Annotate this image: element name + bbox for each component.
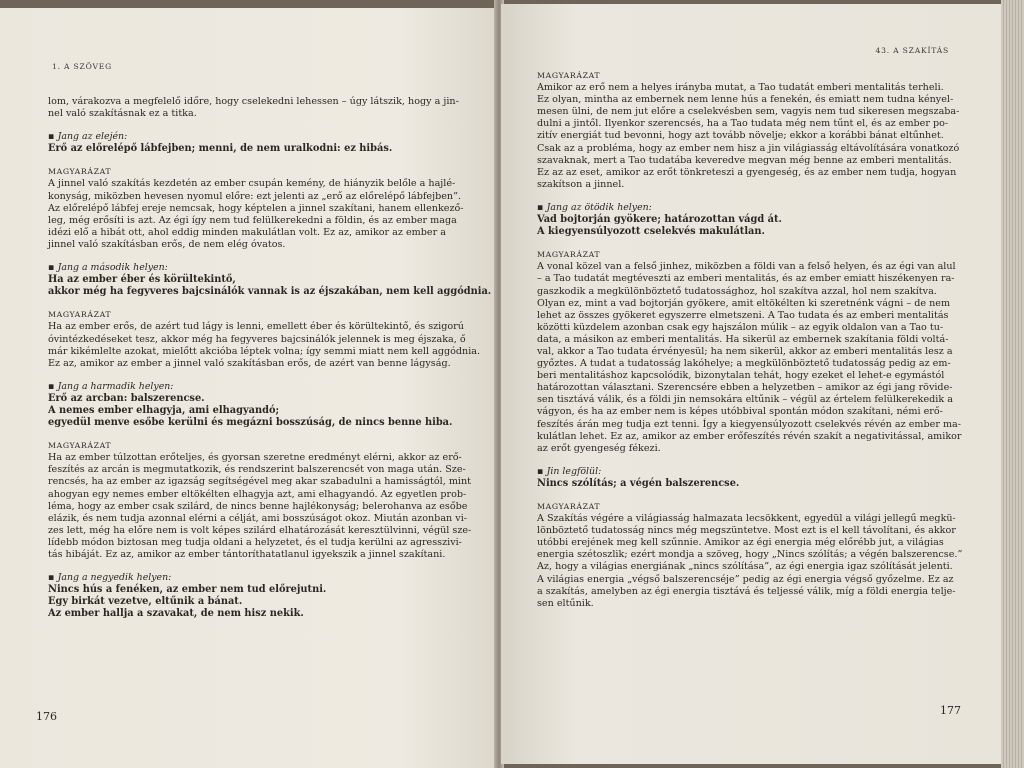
page-number: 177 bbox=[940, 704, 961, 717]
text-line: feszítés árán meg tudja ezt tenni. Így a kiegyensúlyozott cselekvés révén az ember ma- bbox=[537, 418, 962, 430]
text-line: elázik, és nem tudja azonnal elérni a célját, ami bosszúságot okoz. Miután azonban vi- bbox=[48, 512, 468, 524]
text-line: gaszkodik a megkülönböztető tudatossághoz, hol szakítva azzal, hol nem szakítva. bbox=[537, 285, 937, 297]
running-head: 43. A SZAKÍTÁS bbox=[875, 46, 949, 55]
text-line: lehet az összes gyökeret egyszerre elmetszeni. A Tao tudata és az emberi mentalitás bbox=[537, 309, 949, 321]
bullet-icon: ▪ bbox=[48, 572, 58, 584]
right-page bbox=[501, 4, 1001, 764]
text-line: utóbbi erejének meg kell szűnnie. Amikor az égi energia még előrébb jut, a világias bbox=[537, 537, 944, 549]
text-block bbox=[48, 96, 459, 120]
line-heading-row bbox=[48, 572, 448, 584]
text-line: léma, hogy az ember csak szilárd, de nincs benne hajlékonyság; belerohanva az esőbe bbox=[48, 500, 468, 512]
text-line: mesen ülni, de nem jut előre a cselekvésben sem, vagyis nem tud sikeresen megszaba- bbox=[537, 106, 960, 118]
line-heading: Jang a második helyen: bbox=[57, 262, 168, 274]
left-page-text bbox=[48, 96, 492, 631]
line-text: Egy birkát vezetve, eltűnik a bánat. bbox=[48, 596, 243, 608]
bullet-icon: ▪ bbox=[537, 201, 547, 213]
line-heading: Jang az ötödik helyen: bbox=[546, 201, 652, 213]
line-text-block bbox=[48, 380, 453, 429]
line-text: A nemes ember elhagyja, ami elhagyandó; bbox=[48, 404, 280, 416]
line-text: Erő az arcban: balszerencse. bbox=[48, 392, 205, 404]
commentary-block bbox=[48, 166, 464, 251]
line-text: egyedül menve esőbe kerülni és megázni bosszúság, de nincs benne hiba. bbox=[48, 417, 453, 429]
text-line: leg, még erősíti is azt. Az égi így nem tud felülkerekedni a földin, és az ember maga bbox=[48, 214, 457, 226]
running-head: 1. A SZÖVEG bbox=[52, 62, 113, 71]
text-line: közötti küzdelem azonban csak egy hajszálon múlik – az egyik oldalon van a Tao tu- bbox=[537, 321, 944, 333]
text-line: jinnel való szakításban erős, de nem elég óvatos. bbox=[48, 238, 286, 250]
line-heading-row bbox=[48, 381, 448, 393]
commentary-label: MAGYARÁZAT bbox=[537, 250, 601, 260]
line-text: Nincs hús a fenéken, az ember nem tud előrejutni. bbox=[48, 584, 327, 596]
commentary-block bbox=[48, 440, 472, 561]
bullet-icon: ▪ bbox=[537, 465, 547, 477]
line-text-block bbox=[48, 572, 448, 620]
text-line: rencsés, ha az ember az igazság segítségével meg akar szabadulni a hamisságtól, mint bbox=[48, 476, 472, 488]
commentary-label: MAGYARÁZAT bbox=[537, 502, 601, 511]
text-line: Ez az, amikor az ember a jinnel való szakításban erős, de azért van benne lágyság. bbox=[48, 357, 451, 369]
line-text-block bbox=[537, 466, 955, 490]
text-line: sen tisztává válik, és a földi jin nemsokára eltűnik – végül az értelem felülkerekedik a bbox=[537, 394, 953, 406]
page-edges bbox=[1001, 0, 1024, 768]
line-text: Vad bojtorján gyökere; határozottan vágd át. bbox=[537, 214, 782, 226]
text-line: kulátlan lehet. Ez az, amikor az ember erőfeszítés révén szakít a negativitással, amikor bbox=[537, 430, 962, 442]
text-line: A világias energia „végső balszerencséje” pedig az égi energia végső győzelme. Ez az bbox=[537, 573, 954, 585]
text-line: győztes. A tudat a tudatosság lakóhelye; a megkülönböztető tudatosság pedig az em- bbox=[537, 358, 951, 370]
text-line: idézi elő a hibát ott, ahol eddig minden makulátlan volt. Ez az, amikor az ember a bbox=[48, 226, 446, 238]
text-line: lönböztető tudatosság nincs még megszüntetve. Most ezt is el kell távolítani, és akkor bbox=[537, 525, 956, 537]
text-line: Az előrelépő lábfej ereje nemcsak, hogy képtelen a jinnel szakítani, hanem ellenkező- bbox=[48, 202, 464, 214]
text-line: sen eltűnik. bbox=[537, 597, 594, 609]
text-line: zes lett, még ha előre nem is volt képes szilárd elhatározását keresztülvinni, végül sze- bbox=[48, 524, 472, 536]
text-line: az erőt gyengeség fékezi. bbox=[537, 442, 661, 454]
line-text: Erő az előrelépő lábfejben; menni, de nem uralkodni: ez hibás. bbox=[48, 143, 393, 155]
commentary-label: MAGYARÁZAT bbox=[48, 441, 112, 451]
text-line: dulni a jintől. Ilyenkor szerencsés, ha a Tao tudata még nem tűnt el, és az ember po- bbox=[537, 118, 949, 130]
text-line: Ez az az eset, amikor az erőt tönkreteszi a gyengeség, és az ember nem tudja, hogyan bbox=[537, 166, 957, 178]
line-text: A kiegyensúlyozott cselekvés makulátlan. bbox=[537, 226, 765, 238]
text-line: feszítés az arcán is megmutatkozik, és rendszerint balszerencsét von maga után. Sze- bbox=[48, 464, 466, 476]
text-line: ahogyan egy nemes ember eltökélten elhagyja azt, ami elhagyandó. Az egyetlen prob- bbox=[48, 488, 467, 500]
line-heading: Jang a harmadik helyen: bbox=[57, 380, 174, 392]
text-line: vágyon, és ha az ember nem is képes utóbbival spontán módon szakítani, némi erő- bbox=[537, 406, 943, 418]
text-line: szavaknak, mert a Tao tudatába keveredve megvan még benne az emberi mentalitás. bbox=[537, 154, 952, 166]
text-line: tás hibáját. Ez az, amikor az ember tántoríthatatlanul igyekszik a jinnel szakítani. bbox=[48, 549, 446, 560]
text-line: val, akkor a Tao tudata érvényesül; ha nem sikerül, akkor az emberi mentalitás lesz a bbox=[537, 345, 953, 357]
text-line: nel való szakításnak ez a titka. bbox=[48, 108, 197, 120]
line-heading-row bbox=[48, 131, 448, 143]
text-line: data, a másikon az emberi mentalitás. Ha sikerül az embernek szakítania földi voltá- bbox=[537, 333, 949, 345]
line-heading: Jang az elején: bbox=[57, 131, 128, 143]
text-line: A jinnel való szakítás kezdetén az ember csupán kemény, de hiányzik belőle a hajlé- bbox=[48, 178, 456, 190]
text-line: A vonal közel van a felső jinhez, miközben a földi van a felső helyen, és az égi van alul bbox=[537, 261, 956, 273]
text-line: óvintézkedéseket tesz, akkor még ha fegyveres bajcsinálók jelennek is meg éjszaka, ő bbox=[48, 333, 466, 345]
text-line: már kikémlelte azokat, mielőtt akcióba léptek volna; így semmi miatt nem kell aggódnia. bbox=[48, 345, 481, 357]
text-line: Olyan ez, mint a vad bojtorján gyökere, amit eltökélten ki szeretnénk vágni – de nem bbox=[537, 297, 951, 309]
text-line: lom, várakozva a megfelelő időre, hogy cselekedni lehessen – úgy látszik, hogy a jin- bbox=[48, 96, 459, 107]
commentary-block bbox=[537, 70, 960, 191]
text-line: a szakítás, amelyben az égi energia tisztává és teljessé válik, míg a földi energia telje- bbox=[537, 585, 956, 597]
commentary-block bbox=[537, 249, 962, 455]
line-text-block bbox=[537, 202, 955, 238]
line-heading-row bbox=[537, 202, 955, 214]
text-line: konyság, miközben hevesen nyomul előre: ezt jelenti az „erő az előrelépő lábfejben”. bbox=[48, 190, 462, 202]
bullet-icon: ▪ bbox=[48, 131, 58, 143]
line-heading-row bbox=[48, 262, 448, 274]
text-line: Az, hogy a világias energiának „nincs szólítása”, az égi energia igaz szólítását jelenti. bbox=[537, 561, 953, 573]
text-line: Ez olyan, mintha az embernek nem lenne hús a fenekén, és emiatt nem tudna kényel- bbox=[537, 94, 954, 106]
text-line: lídebb módon biztosan meg tudja oldani a helyzetet, és el tudja kerülni az agresszivi- bbox=[48, 536, 462, 548]
left-page bbox=[0, 8, 498, 768]
text-line: zitív energiát tud bevonni, hogy azt tovább növelje; ekkor a korábbi bánat eltűnhet. bbox=[537, 130, 944, 142]
page-number: 176 bbox=[36, 710, 57, 723]
text-line: határozottan választani. Szerencsére ebben a helyzetben – amikor az égi jang rövide- bbox=[537, 382, 953, 394]
text-line: Ha az ember erős, de azért tud lágy is lenni, emellett éber és körültekintő, és szigorú bbox=[48, 321, 464, 333]
text-line: A Szakítás végére a világiasság halmazata lecsökkent, egyedül a világi jellegű megkü- bbox=[537, 513, 956, 525]
line-text: akkor még ha fegyveres bajcsinálók vannak is az éjszakában, nem kell aggódnia. bbox=[48, 286, 492, 298]
text-line: beri mentalitáshoz kapcsolódik, bizonytalan tehát, hogy ezeket el lehet-e egymástól bbox=[537, 370, 945, 382]
bullet-icon: ▪ bbox=[48, 262, 58, 274]
commentary-label: MAGYARÁZAT bbox=[537, 71, 601, 80]
text-line: Ha az ember túlzottan erőteljes, és gyorsan szeretne eredményt elérni, akkor az erő- bbox=[48, 452, 462, 464]
text-line: – a Tao tudatát megtéveszti az emberi mentalitás, és az ember emiatt hiszékenyen ra- bbox=[537, 273, 955, 285]
commentary-block bbox=[537, 501, 963, 610]
line-heading: Jang a negyedik helyen: bbox=[57, 572, 172, 584]
line-text: Nincs szólítás; a végén balszerencse. bbox=[537, 477, 740, 489]
line-text-block bbox=[48, 131, 448, 155]
text-line: szakítson a jinnel. bbox=[537, 178, 625, 190]
text-line: energia szétoszlik; ezért mondja a szöveg, hogy „Nincs szólítás; a végén balszerencse.” bbox=[537, 549, 963, 561]
line-heading: Jin legfölül: bbox=[546, 465, 602, 477]
text-line: Amikor az erő nem a helyes irányba mutat, a Tao tudatát emberi mentalitás terheli. bbox=[537, 82, 944, 94]
line-heading-row bbox=[537, 466, 955, 478]
commentary-label: MAGYARÁZAT bbox=[48, 167, 112, 177]
line-text: Ha az ember éber és körültekintő, bbox=[48, 274, 236, 286]
text-line: Csak az a probléma, hogy az ember nem hisz a jin világiasság eltávolítására vonatkozó bbox=[537, 142, 960, 154]
commentary-block bbox=[48, 309, 481, 369]
line-text-block bbox=[48, 262, 492, 298]
right-page-text bbox=[537, 70, 963, 621]
line-text: Az ember hallja a szavakat, de nem hisz nekik. bbox=[48, 608, 304, 620]
bullet-icon: ▪ bbox=[48, 380, 58, 392]
commentary-label: MAGYARÁZAT bbox=[48, 310, 112, 320]
